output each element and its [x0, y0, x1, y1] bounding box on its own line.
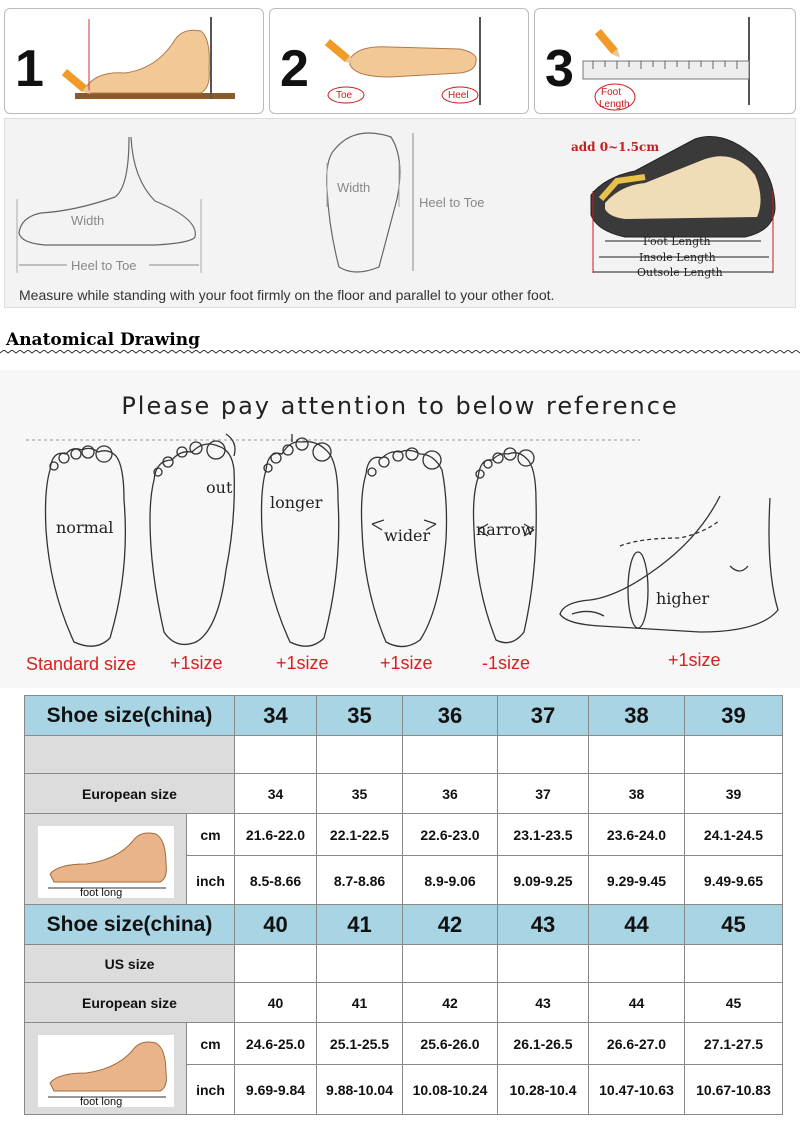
cm-cell: 26.6-27.0 [589, 1023, 685, 1065]
foot-narrow-label: narrow [476, 520, 535, 539]
foot-side-pencil-illustration [5, 9, 265, 115]
size-cell: 36 [403, 696, 498, 736]
table-row [25, 814, 783, 856]
step-number: 2 [280, 40, 309, 98]
inch-cell: 10.47-10.63 [589, 1065, 685, 1115]
eu-size-cell: 35 [317, 774, 403, 814]
inch-cell: 10.67-10.83 [685, 1065, 783, 1115]
cm-cell: 23.1-23.5 [498, 814, 589, 856]
foot-normal-label: normal [56, 518, 114, 537]
european-size-label: European size [25, 983, 235, 1023]
cm-cell: 25.6-26.0 [403, 1023, 498, 1065]
size-cell: 37 [498, 696, 589, 736]
shoe-size-china-label: Shoe size(china) [25, 905, 235, 945]
table-row [25, 983, 783, 1023]
length-label: Length [599, 99, 630, 110]
table-header-row [25, 696, 783, 736]
heel-label: Heel [448, 90, 469, 101]
size-cell: 40 [235, 905, 317, 945]
size-narrow-label: -1size [482, 653, 531, 673]
size-cell: 39 [685, 696, 783, 736]
side-foot-outline [19, 137, 195, 245]
outsole-length-label: Outsole Length [637, 266, 723, 279]
size-table-2 [24, 904, 783, 1115]
inch-cell: 8.7-8.86 [317, 856, 403, 906]
table-row [25, 945, 783, 983]
step-2-panel [269, 8, 529, 114]
blank-label-cell [25, 736, 235, 774]
anatomy-heading: Please pay attention to below reference [121, 392, 679, 420]
table-row [25, 1023, 783, 1065]
eu-size-cell: 40 [235, 983, 317, 1023]
cm-unit-label: cm [187, 1023, 235, 1065]
size-standard-label: Standard size [26, 654, 137, 674]
foot-normal [46, 446, 126, 646]
inch-cell: 10.08-10.24 [403, 1065, 498, 1115]
anatomy-reference [0, 370, 800, 688]
foot-out [150, 434, 235, 644]
size-cell: 41 [317, 905, 403, 945]
eu-size-cell: 37 [498, 774, 589, 814]
cm-cell: 23.6-24.0 [589, 814, 685, 856]
size-cell: 34 [235, 696, 317, 736]
add-allowance-label: add 0~1.5cm [571, 140, 660, 154]
european-size-label: European size [25, 774, 235, 814]
us-size-label: US size [25, 945, 235, 983]
eu-size-cell: 45 [685, 983, 783, 1023]
measure-instruction: Measure while standing with your foot firmly on the floor and parallel to your other foot. [19, 287, 555, 303]
table-row [25, 774, 783, 814]
cm-unit-label: cm [187, 814, 235, 856]
measure-guide-panel [4, 118, 796, 308]
top-width-label: Width [337, 180, 371, 195]
foot-length-image [25, 1023, 187, 1115]
size-cell: 43 [498, 905, 589, 945]
size-cell: 35 [317, 696, 403, 736]
foot-higher [560, 496, 778, 632]
eu-size-cell: 43 [498, 983, 589, 1023]
side-heel-toe-label: Heel to Toe [71, 258, 137, 273]
size-wider-label: +1size [380, 653, 433, 673]
step-3-panel [534, 8, 796, 114]
foot-higher-label: higher [656, 589, 710, 608]
inch-cell: 9.49-9.65 [685, 856, 783, 906]
inch-cell: 9.88-10.04 [317, 1065, 403, 1115]
cm-cell: 27.1-27.5 [685, 1023, 783, 1065]
top-heel-toe-label: Heel to Toe [419, 195, 485, 210]
section-title: Anatomical Drawing [6, 330, 200, 350]
foot-narrow [474, 448, 537, 643]
cm-cell: 21.6-22.0 [235, 814, 317, 856]
cm-cell: 24.1-24.5 [685, 814, 783, 856]
inch-unit-label: inch [187, 856, 235, 906]
ruler-illustration [535, 9, 797, 115]
foot-length-label: Foot Length [643, 235, 711, 248]
size-cell: 44 [589, 905, 685, 945]
eu-size-cell: 41 [317, 983, 403, 1023]
inch-cell: 9.29-9.45 [589, 856, 685, 906]
size-longer-label: +1size [276, 653, 329, 673]
foot-longer-label: longer [270, 493, 323, 512]
cm-cell: 22.1-22.5 [317, 814, 403, 856]
eu-size-cell: 36 [403, 774, 498, 814]
side-width-label: Width [71, 213, 105, 228]
table-header-row [25, 905, 783, 945]
eu-size-cell: 42 [403, 983, 498, 1023]
shoe-size-china-label: Shoe size(china) [25, 696, 235, 736]
foot-long-caption: foot long [79, 1095, 122, 1108]
size-out-label: +1size [170, 653, 223, 673]
size-higher-label: +1size [668, 650, 721, 670]
foot-long-caption: foot long [79, 886, 122, 899]
inch-cell: 9.69-9.84 [235, 1065, 317, 1115]
foot-wider [362, 448, 447, 647]
table-row [25, 736, 783, 774]
toe-label: Toe [336, 90, 353, 101]
size-cell: 38 [589, 696, 685, 736]
step-1-panel [4, 8, 264, 114]
section-divider [0, 350, 800, 356]
size-cell: 42 [403, 905, 498, 945]
inch-cell: 8.9-9.06 [403, 856, 498, 906]
top-foot-outline [327, 133, 400, 272]
foot-longer [262, 434, 339, 646]
measure-steps [0, 0, 800, 118]
size-cell: 45 [685, 905, 783, 945]
eu-size-cell: 44 [589, 983, 685, 1023]
foot-top-illustration [270, 9, 530, 115]
inch-unit-label: inch [187, 1065, 235, 1115]
cm-cell: 22.6-23.0 [403, 814, 498, 856]
inch-cell: 8.5-8.66 [235, 856, 317, 906]
size-table-1 [24, 695, 783, 906]
inch-cell: 9.09-9.25 [498, 856, 589, 906]
step-number: 3 [545, 40, 574, 98]
inch-cell: 10.28-10.4 [498, 1065, 589, 1115]
foot-length-image [25, 814, 187, 906]
eu-size-cell: 39 [685, 774, 783, 814]
measure-diagrams [5, 119, 797, 284]
cm-cell: 24.6-25.0 [235, 1023, 317, 1065]
cm-cell: 26.1-26.5 [498, 1023, 589, 1065]
foot-types-illustration [0, 370, 800, 688]
foot-out-label: out [206, 478, 233, 497]
step-number: 1 [15, 40, 44, 98]
insole-length-label: Insole Length [639, 251, 716, 264]
foot-wider-label: wider [384, 526, 431, 545]
eu-size-cell: 38 [589, 774, 685, 814]
eu-size-cell: 34 [235, 774, 317, 814]
cm-cell: 25.1-25.5 [317, 1023, 403, 1065]
foot-label: Foot [601, 87, 622, 98]
